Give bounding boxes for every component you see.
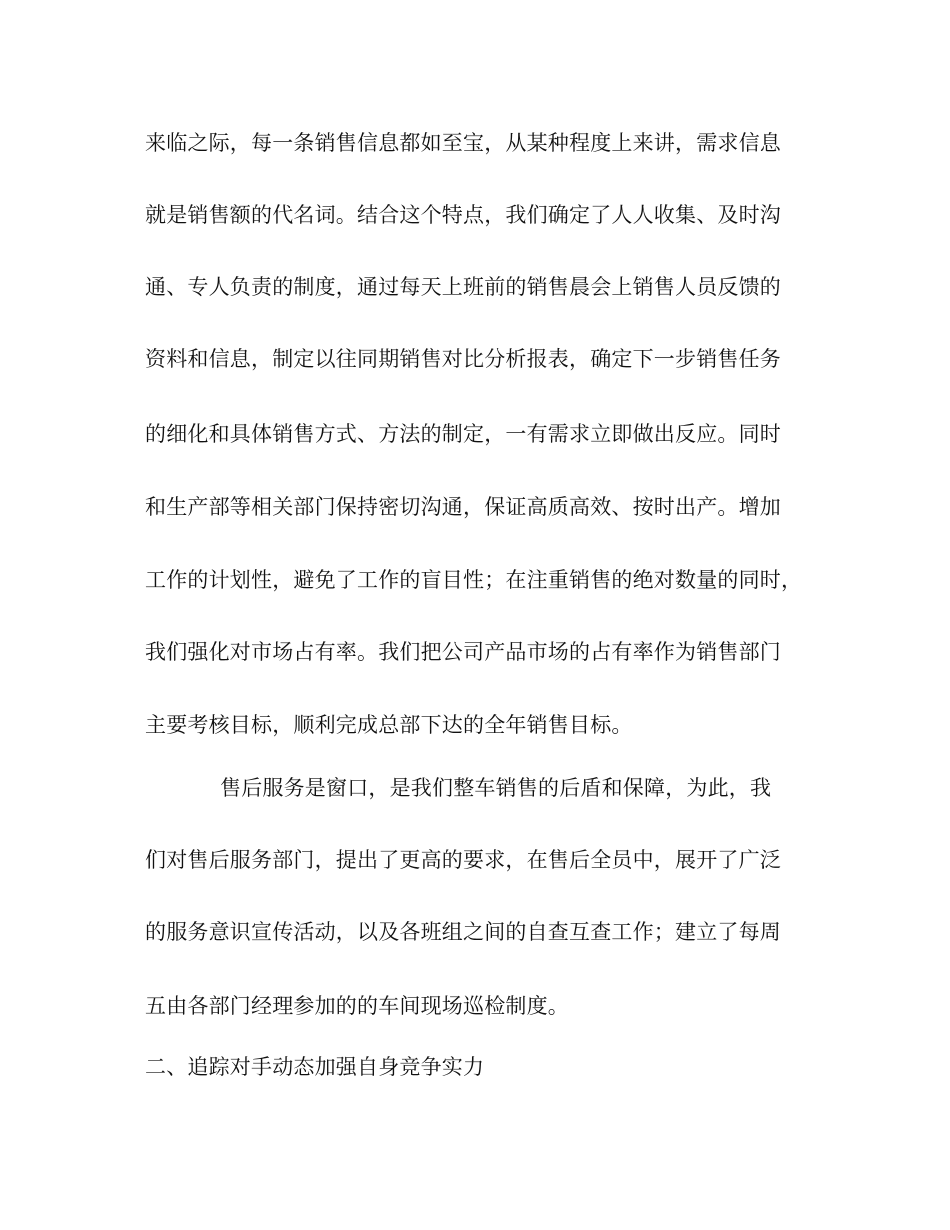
paragraph-line: 就是销售额的代名词。结合这个特点，我们确定了人人收集、及时沟 bbox=[145, 203, 781, 227]
paragraph-line: 的服务意识宣传活动，以及各班组之间的自查互查工作；建立了每周 bbox=[145, 920, 781, 944]
paragraph-line: 来临之际，每一条销售信息都如至宝，从某种程度上来讲，需求信息 bbox=[145, 131, 781, 155]
paragraph-line: 们对售后服务部门，提出了更高的要求，在售后全员中，展开了广泛 bbox=[145, 848, 781, 872]
paragraph-line: 资料和信息，制定以往同期销售对比分析报表，确定下一步销售任务 bbox=[145, 347, 781, 371]
paragraph-line: 五由各部门经理参加的的车间现场巡检制度。 bbox=[145, 994, 569, 1018]
paragraph-line: 通、专人负责的制度，通过每天上班前的销售晨会上销售人员反馈的 bbox=[145, 275, 781, 299]
paragraph-line: 我们强化对市场占有率。我们把公司产品市场的占有率作为销售部门 bbox=[145, 640, 781, 664]
paragraph-line: 工作的计划性，避免了工作的盲目性；在注重销售的绝对数量的同时， bbox=[145, 568, 803, 592]
section-heading: 二、追踪对手动态加强自身竞争实力 bbox=[145, 1055, 485, 1079]
paragraph-line: 的细化和具体销售方式、方法的制定，一有需求立即做出反应。同时 bbox=[145, 422, 781, 446]
paragraph-line: 售后服务是窗口，是我们整车销售的后盾和保障，为此，我 bbox=[220, 776, 772, 800]
paragraph-line: 主要考核目标，顺利完成总部下达的全年销售目标。 bbox=[145, 713, 633, 737]
paragraph-line: 和生产部等相关部门保持密切沟通，保证高质高效、按时出产。增加 bbox=[145, 495, 781, 519]
